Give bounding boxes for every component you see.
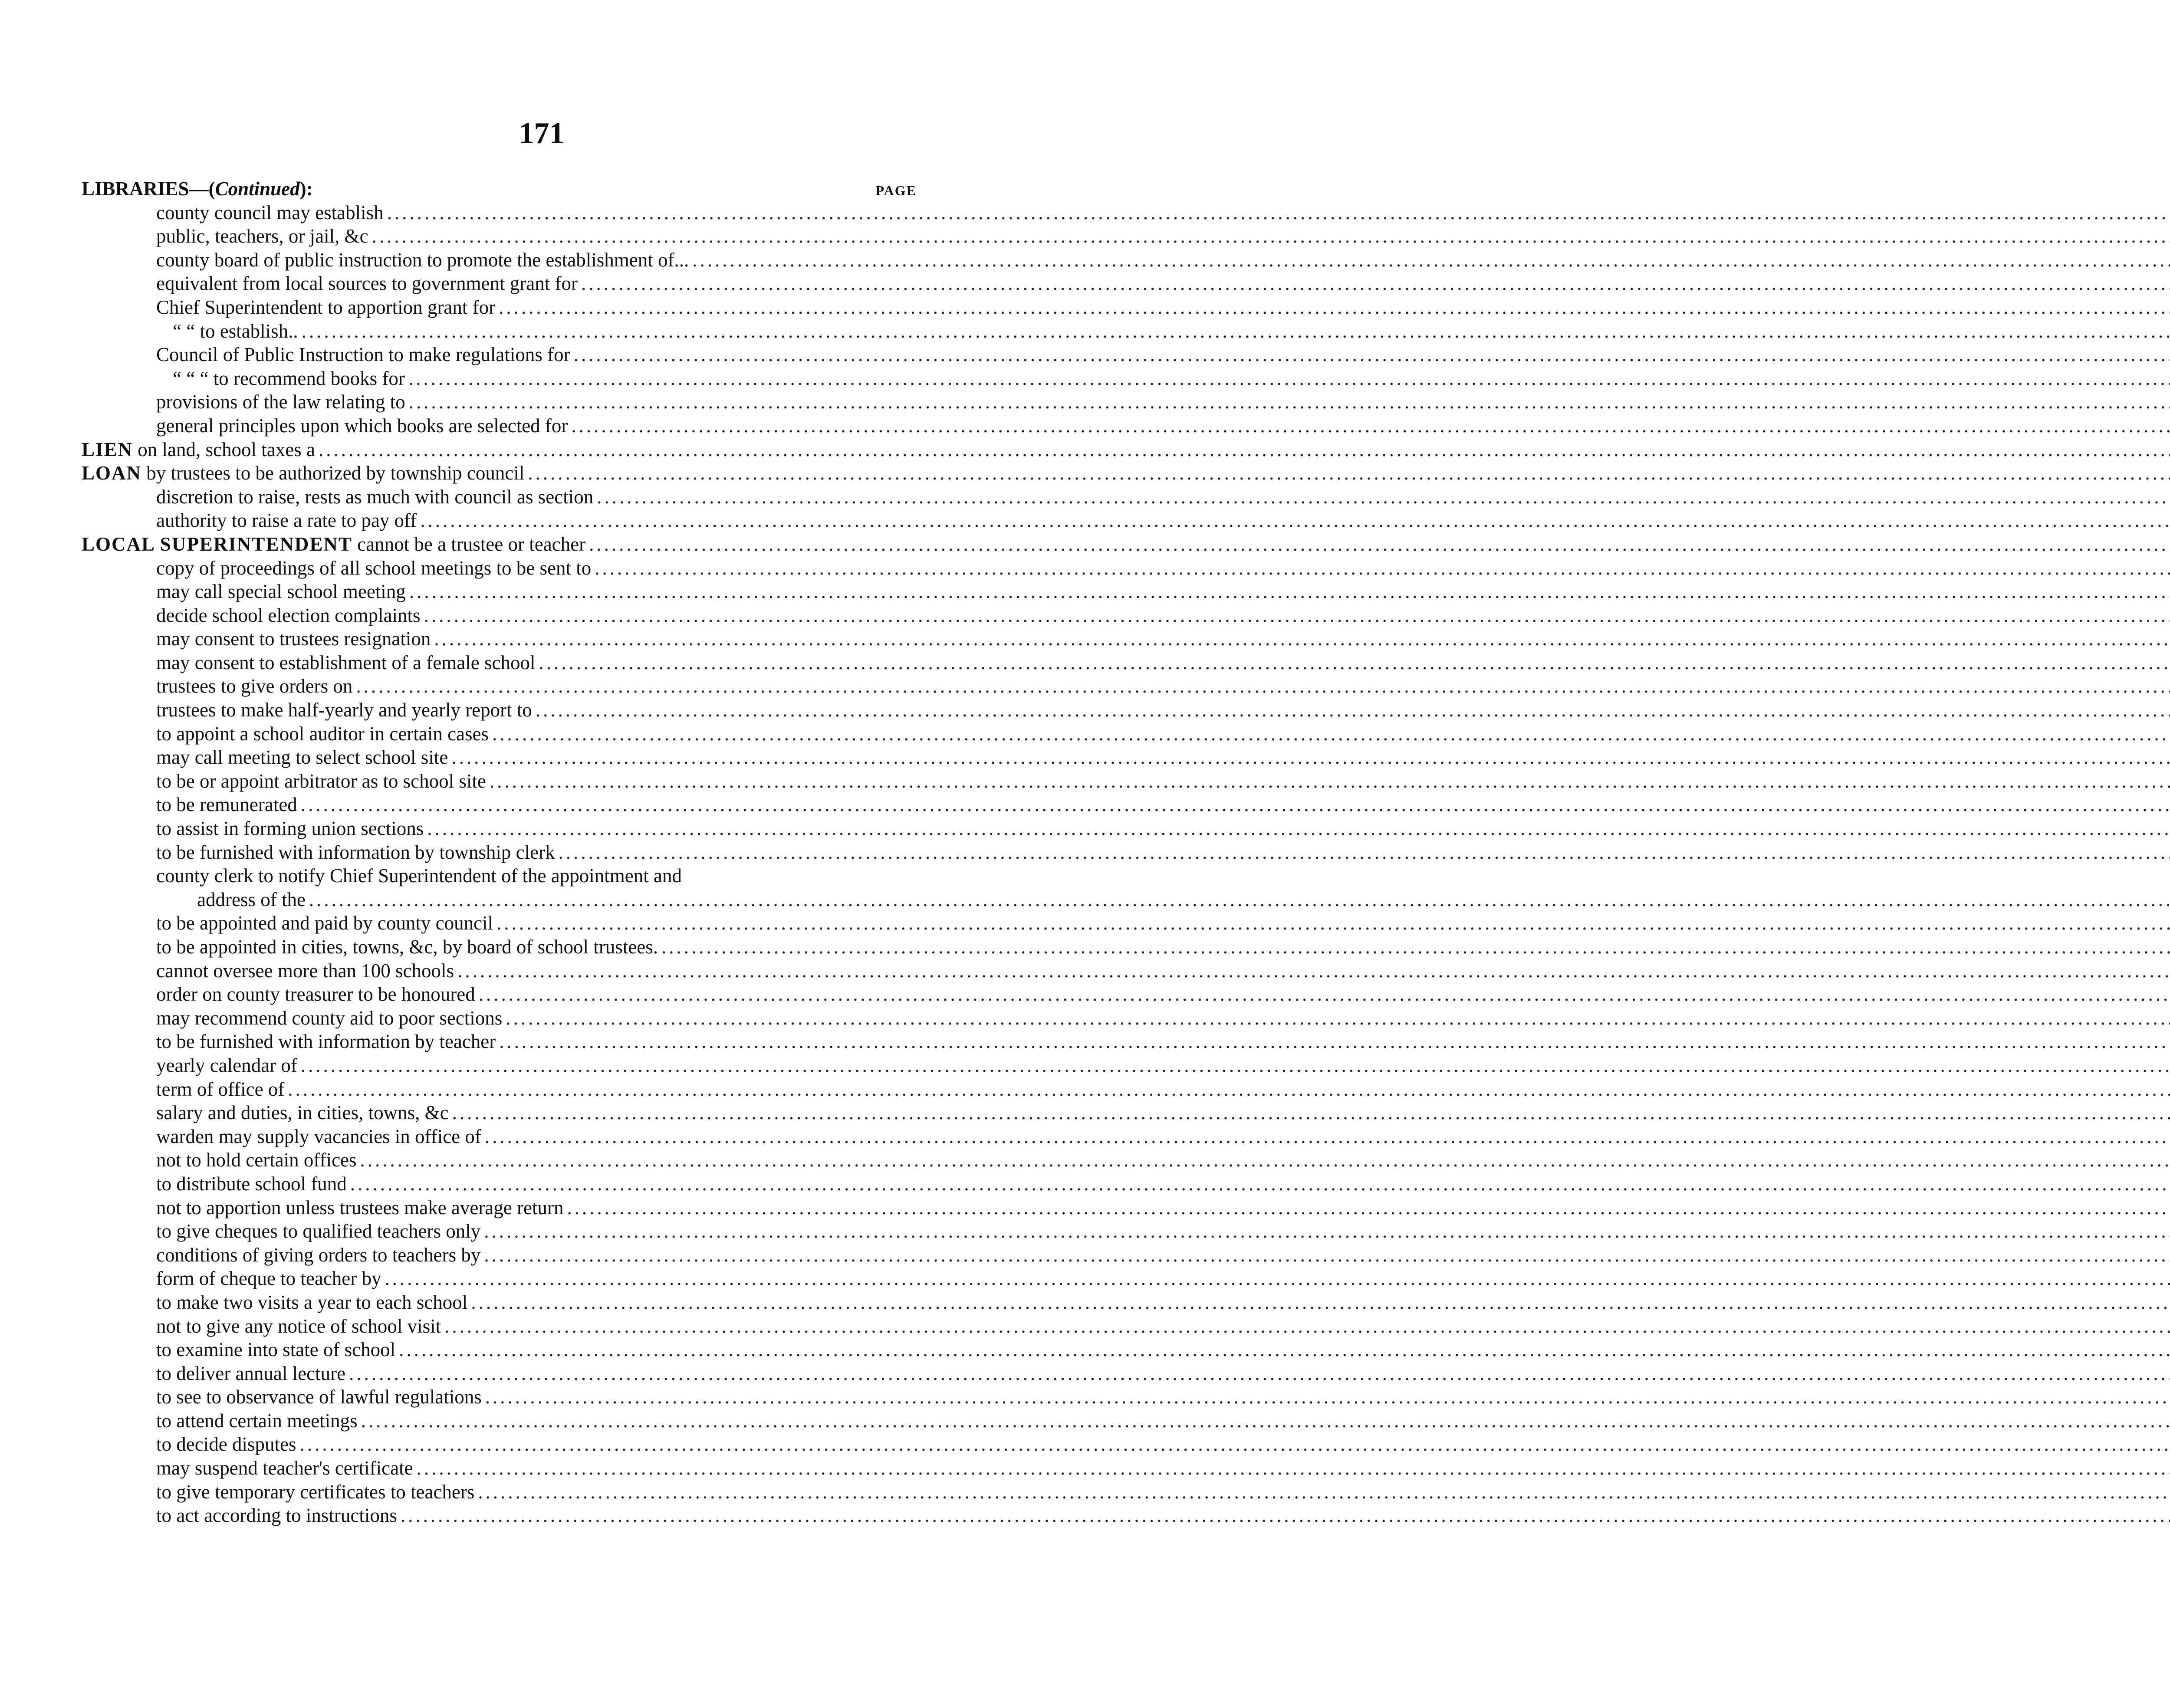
entry-text: to be appointed in cities, towns, &c, by board of school trustees.: [156, 936, 658, 958]
entry-text: not to apportion unless trustees make average return: [156, 1196, 564, 1219]
leader-dots: [401, 1504, 2170, 1527]
leader-dots: [479, 982, 2170, 1006]
index-entry: [82, 746, 917, 769]
entry-text: to distribute school fund: [156, 1173, 347, 1195]
leader-dots: [571, 414, 2170, 438]
section-heading: LIBRARIES—(Continued):: [82, 178, 313, 200]
entry-text: to give temporary certificates to teachers: [156, 1481, 475, 1503]
leader-dots: [581, 272, 2170, 296]
index-entry: [82, 1504, 917, 1527]
index-entry: [82, 319, 917, 343]
leader-dots: [457, 959, 2170, 983]
leader-dots: [490, 769, 2170, 793]
entry-text: discretion to raise, rests as much with council as section: [156, 486, 594, 508]
index-entry: [82, 414, 917, 438]
leader-dots: [350, 1172, 2170, 1196]
index-entry: [82, 888, 917, 912]
index-entry: [82, 1480, 917, 1504]
index-entry: [82, 1148, 917, 1172]
index-entry: [82, 1243, 917, 1267]
entry-text: yearly calendar of: [156, 1054, 297, 1076]
index-entry: [82, 224, 917, 248]
entry-text: county clerk to notify Chief Superintendent of the appointment and: [156, 865, 682, 887]
entry-text: to be remunerated: [156, 794, 297, 816]
page-column-label: PAGE: [875, 183, 917, 198]
entry-text: provisions of the law relating to: [156, 391, 405, 413]
entry-text: trustees to give orders on: [156, 675, 353, 697]
entry-text: conditions of giving orders to teachers by: [156, 1244, 481, 1266]
entry-text: order on county treasurer to be honoured: [156, 983, 475, 1005]
leader-dots: [349, 1362, 2170, 1386]
entry-text: equivalent from local sources to government grant for: [156, 273, 578, 295]
leader-dots: [485, 1385, 2170, 1409]
index-entry: [82, 698, 917, 722]
leader-dots: [589, 532, 2170, 556]
index-entry: [82, 1456, 917, 1480]
index-entry: [82, 674, 917, 698]
index-entry: [82, 201, 917, 225]
leader-dots: [536, 698, 2170, 722]
index-entry: [82, 343, 917, 367]
leader-dots: [452, 1101, 2170, 1125]
leader-dots: [567, 1196, 2170, 1220]
entry-text: LOAN by trustees to be authorized by township council: [82, 462, 525, 484]
index-entry: [82, 604, 917, 627]
leader-dots: [661, 935, 2170, 959]
entry-text: may consent to trustees resignation: [156, 628, 431, 650]
index-entry: [82, 1432, 917, 1456]
index-entry: [82, 248, 917, 272]
index-list: [82, 177, 917, 1527]
entry-text: to be furnished with information by teacher: [156, 1031, 496, 1053]
leader-dots: [528, 461, 2170, 485]
leader-dots: [597, 485, 2170, 509]
leader-dots: [559, 841, 2170, 864]
entry-text: trustees to make half-yearly and yearly report to: [156, 699, 532, 721]
entry-text: to assist in forming union sections: [156, 818, 424, 840]
leader-dots: [492, 722, 2170, 746]
index-entry: [82, 935, 917, 959]
index-entry: [82, 627, 917, 651]
leader-dots: [372, 224, 2170, 248]
index-entry: [82, 296, 917, 319]
index-entry: [82, 1362, 917, 1386]
leader-dots: [360, 1148, 2170, 1172]
leader-dots: [356, 674, 2170, 698]
leader-dots: [506, 1006, 2170, 1030]
leader-dots: [302, 319, 2170, 343]
index-entry: [82, 1172, 917, 1196]
entry-text: authority to raise a rate to pay off: [156, 509, 417, 532]
index-entry-heading: [82, 438, 917, 462]
leader-dots: [408, 367, 2170, 391]
index-entry: [82, 390, 917, 414]
leader-dots: [409, 390, 2170, 414]
leader-dots: [499, 1030, 2170, 1054]
leader-dots: [288, 1077, 2170, 1101]
index-entry: [82, 817, 917, 841]
entry-text: cannot oversee more than 100 schools: [156, 959, 454, 982]
leader-dots: [484, 1243, 2170, 1267]
index-entry: [82, 1054, 917, 1077]
entry-text: to deliver annual lecture: [156, 1362, 346, 1384]
entry-text: salary and duties, in cities, towns, &c: [156, 1102, 449, 1124]
entry-text: county council may establish: [156, 201, 384, 223]
entry-text: not to hold certain offices: [156, 1149, 357, 1171]
leader-dots: [595, 556, 2170, 580]
leader-dots: [444, 1314, 2170, 1338]
entry-text: to examine into state of school: [156, 1339, 396, 1361]
leader-dots: [427, 817, 2170, 841]
entry-text: may consent to establishment of a female school: [156, 651, 536, 673]
index-entry: [82, 1125, 917, 1149]
index-entry: [82, 580, 917, 604]
index-entry-heading: [82, 461, 917, 485]
entry-text: to give cheques to qualified teachers only: [156, 1220, 481, 1242]
index-entry: [82, 1101, 917, 1125]
index-header: [82, 177, 917, 201]
entry-text: to make two visits a year to each school: [156, 1291, 468, 1313]
entry-text: may call meeting to select school site: [156, 746, 448, 769]
leader-dots: [309, 888, 2170, 912]
index-entry: [82, 1006, 917, 1030]
leader-dots: [496, 911, 2170, 935]
entry-text: decide school election complaints: [156, 604, 421, 626]
leader-dots: [301, 1054, 2170, 1077]
entry-text: to be or appoint arbitrator as to school site: [156, 770, 486, 792]
leader-dots: [420, 509, 2170, 532]
leader-dots: [385, 1267, 2170, 1291]
leader-dots: [451, 746, 2170, 769]
index-entry-heading: [82, 532, 917, 556]
entry-text: LOCAL SUPERINTENDENT cannot be a trustee or teacher: [82, 533, 586, 555]
index-entry: [82, 1385, 917, 1409]
index-entry: [82, 1030, 917, 1054]
entry-text: “ “ to establish..: [173, 320, 298, 342]
index-entry: [82, 722, 917, 746]
leader-dots: [301, 793, 2170, 817]
index-entry: [82, 367, 917, 391]
index-entry: [82, 1291, 917, 1314]
leader-dots: [485, 1125, 2170, 1149]
leader-dots: [299, 1432, 2170, 1456]
leader-dots: [574, 343, 2170, 367]
entry-text: Chief Superintendent to apportion grant for: [156, 296, 496, 318]
entry-text: form of cheque to teacher by: [156, 1268, 381, 1290]
entry-text: may call special school meeting: [156, 581, 406, 603]
entry-text: to see to observance of lawful regulations: [156, 1386, 482, 1408]
index-entry: [82, 1267, 917, 1291]
entry-text: public, teachers, or jail, &c: [156, 225, 368, 247]
entry-text: may recommend county aid to poor sections: [156, 1007, 503, 1029]
index-entry: [82, 1219, 917, 1243]
index-entry: [82, 911, 917, 935]
leader-dots: [417, 1456, 2170, 1480]
index-entry: [82, 1314, 917, 1338]
index-entry: [82, 1409, 917, 1433]
leader-dots: [539, 651, 2170, 675]
index-entry: [82, 485, 917, 509]
leader-dots: [692, 248, 2170, 272]
entry-text: not to give any notice of school visit: [156, 1315, 441, 1337]
entry-text: address of the: [197, 888, 306, 910]
entry-text: warden may supply vacancies in office of: [156, 1125, 481, 1147]
index-entry: [82, 793, 917, 817]
entry-text: to decide disputes: [156, 1433, 296, 1455]
leader-dots: [361, 1409, 2170, 1433]
entry-text: LIEN on land, school taxes a: [82, 438, 315, 460]
index-entry: [82, 841, 917, 864]
entry-text: “ “ “ to recommend books for: [173, 367, 405, 389]
leader-dots: [424, 604, 2170, 627]
leader-dots: [434, 627, 2170, 651]
entry-text: to act according to instructions: [156, 1504, 397, 1527]
index-entry: [82, 864, 917, 888]
index-entry: [82, 982, 917, 1006]
entry-text: to be furnished with information by township clerk: [156, 841, 555, 863]
leader-dots: [409, 580, 2170, 604]
entry-text: to attend certain meetings: [156, 1409, 358, 1432]
entry-text: term of office of: [156, 1078, 285, 1100]
index-entry: [82, 1338, 917, 1362]
entry-text: general principles upon which books are selected for: [156, 414, 568, 437]
entry-text: Council of Public Instruction to make regulations for: [156, 344, 570, 366]
leader-dots: [387, 201, 2170, 225]
entry-text: to be appointed and paid by county council: [156, 912, 493, 934]
index-entry: [82, 959, 917, 983]
entry-text: to appoint a school auditor in certain cases: [156, 723, 489, 745]
leader-dots: [484, 1219, 2170, 1243]
leader-dots: [319, 438, 2170, 462]
leader-dots: [499, 296, 2170, 319]
leader-dots: [399, 1338, 2170, 1362]
index-entry: [82, 1077, 917, 1101]
index-entry: [82, 769, 917, 793]
index-entry: [82, 1196, 917, 1220]
entry-text: copy of proceedings of all school meetings to be sent to: [156, 557, 592, 579]
page-number: 171: [519, 117, 565, 150]
index-entry: [82, 272, 917, 296]
index-entry: [82, 556, 917, 580]
leader-dots: [471, 1291, 2170, 1314]
leader-dots: [478, 1480, 2170, 1504]
entry-text: county board of public instruction to promote the establishment of...: [156, 249, 689, 271]
index-entry: [82, 651, 917, 675]
index-entry: [82, 509, 917, 532]
entry-text: may suspend teacher's certificate: [156, 1457, 413, 1479]
